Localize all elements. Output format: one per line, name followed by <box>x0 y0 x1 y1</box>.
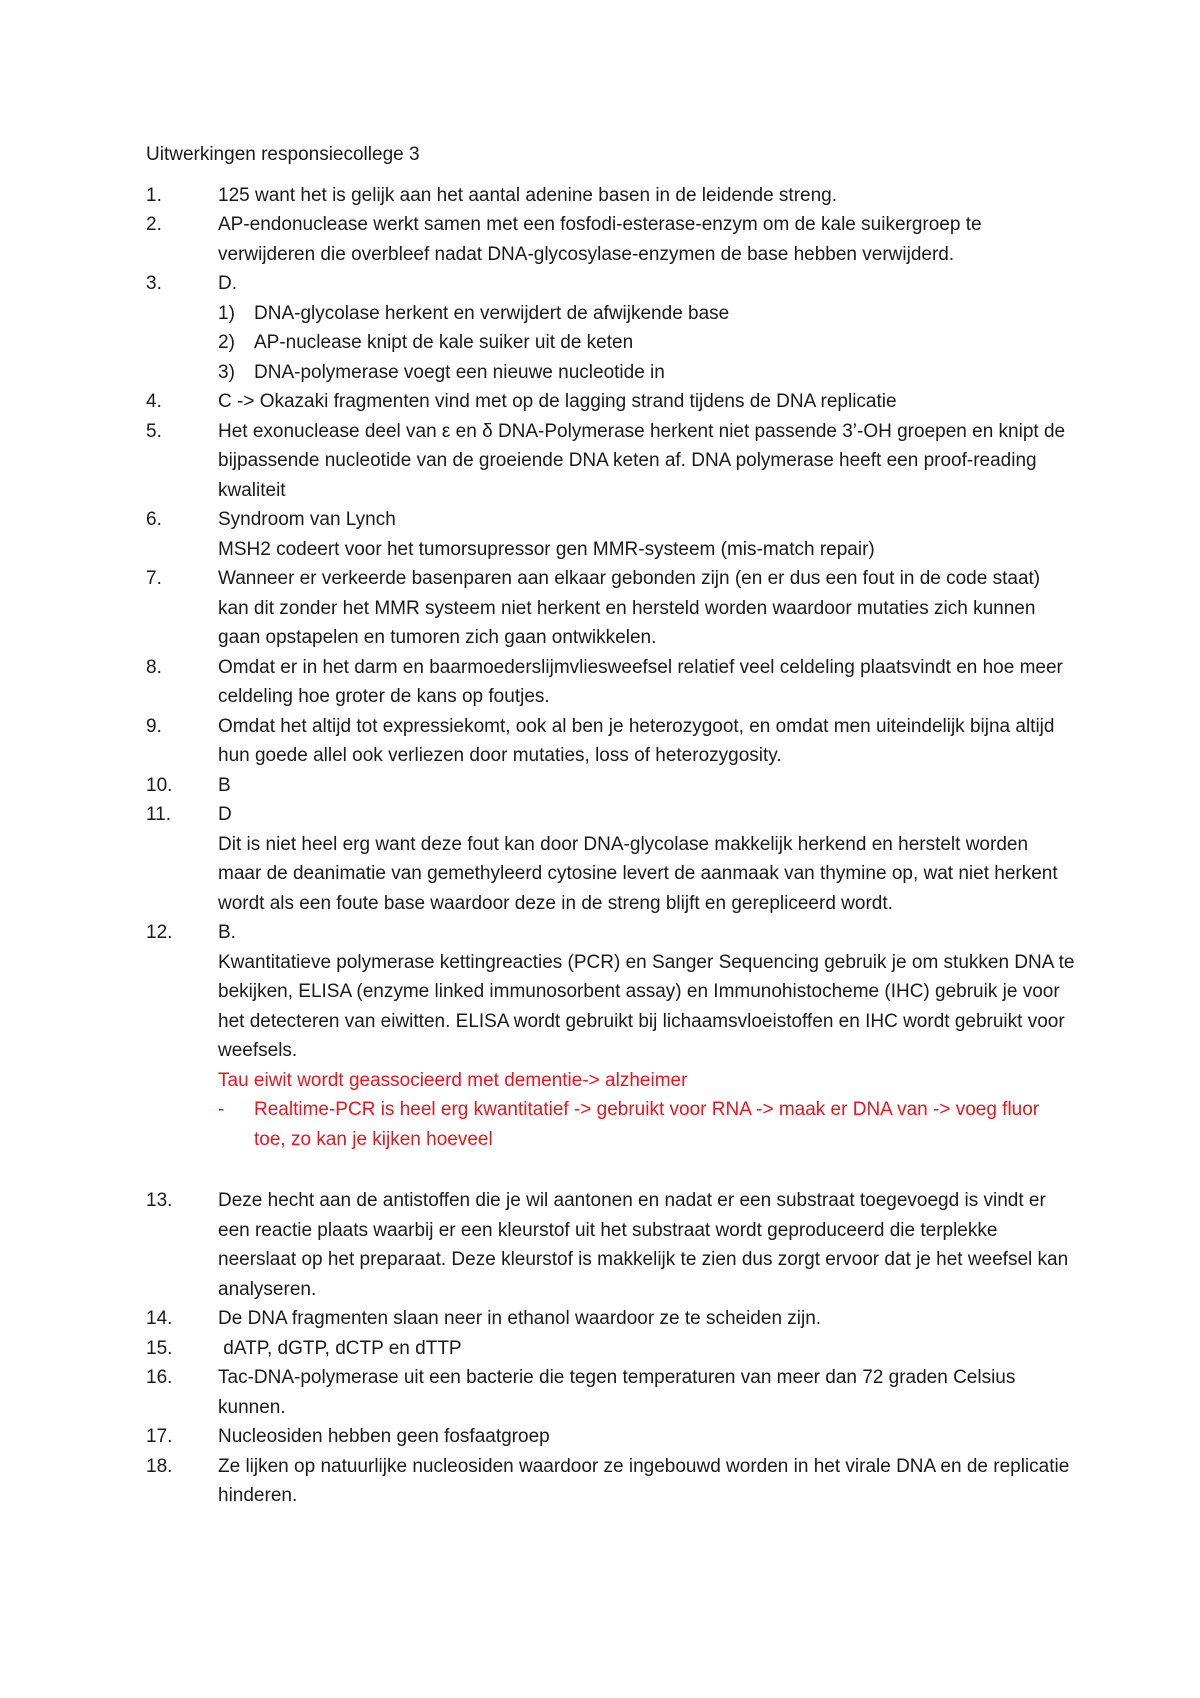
list-item <box>146 918 1076 1186</box>
item-number: 9. <box>146 715 162 737</box>
list-item <box>146 1334 1076 1364</box>
item-number: 2. <box>146 214 162 235</box>
item-number: 6. <box>146 509 162 530</box>
item-text: Ze lijken op natuurlijke nucleosiden waardoor ze ingebouwd worden in het virale DNA en de replicatie hinderen. <box>218 1455 1070 1506</box>
list-item <box>146 1452 1076 1511</box>
item-number: 12. <box>146 922 173 943</box>
item-text: Omdat het altijd tot expressiekomt, ook al ben je heterozygoot, en omdat men uiteindelijk bijna altijd hun goede allel ook verliezen door mutaties, loss of heterozygosity. <box>218 715 1055 766</box>
item-number: 5. <box>146 420 162 442</box>
item-number: 17. <box>146 1426 173 1447</box>
item-text-continuation: Kwantitatieve polymerase kettingreacties (PCR) en Sanger Sequencing gebruik je om stukken DNA te bekijken, ELISA (enzyme linked immunosorbent assay) en Immunohistocheme (IHC) gebruik je voor het detecteren van eiwitten. ELISA wordt gebruikt bij lichaamsvloeistoffen en IHC wordt gebruikt voor weefsels. <box>218 951 1075 1061</box>
list-item <box>146 653 1076 712</box>
list-item <box>146 210 1076 269</box>
item-number: 16. <box>146 1367 173 1388</box>
item-number: 14. <box>146 1308 173 1329</box>
list-item <box>146 1363 1076 1422</box>
item-text-continuation: MSH2 codeert voor het tumorsupressor gen MMR-systeem (mis-match repair) <box>218 538 875 560</box>
list-item <box>146 1422 1076 1452</box>
dash-bullet: - <box>218 1099 225 1120</box>
sub-item-number: 3) <box>218 361 235 383</box>
item-text: D. <box>218 273 237 294</box>
list-item <box>146 505 1076 564</box>
sub-list-item <box>218 299 1076 329</box>
list-item <box>146 771 1076 801</box>
item-text: De DNA fragmenten slaan neer in ethanol waardoor ze te scheiden zijn. <box>218 1308 822 1329</box>
red-note: Tau eiwit wordt geassocieerd met dementie-> alzheimer <box>218 1069 688 1091</box>
item-text: Syndroom van Lynch <box>218 509 396 530</box>
item-number: 15. <box>146 1337 173 1359</box>
list-item <box>146 564 1076 653</box>
list-item <box>146 269 1076 387</box>
item-text: B <box>218 774 231 796</box>
list-item <box>146 712 1076 771</box>
list-item <box>146 417 1076 506</box>
red-bullet-text: Realtime-PCR is heel erg kwantitatief -> gebruikt voor RNA -> maak er DNA van -> voeg fluor toe, zo kan je kijken hoeveel <box>254 1099 1040 1150</box>
item-number: 1. <box>146 184 162 206</box>
item-number: 3. <box>146 273 162 294</box>
list-item <box>146 1186 1076 1304</box>
item-number: 13. <box>146 1190 173 1211</box>
sub-list-item <box>218 358 1076 388</box>
item-text: Nucleosiden hebben geen fosfaatgroep <box>218 1426 550 1447</box>
item-text: D <box>218 804 232 825</box>
item-number: 7. <box>146 568 162 589</box>
item-text: Deze hecht aan de antistoffen die je wil aantonen en nadat er een substraat toegevoegd is vindt er een reactie plaats waarbij er een kleurstof uit het substraat wordt geproduceerd die terplekke neerslaat op het preparaat. Deze kleurstof is makkelijk te zien dus zorgt ervoor dat je het weefsel kan analyseren. <box>218 1190 1069 1300</box>
item-number: 10. <box>146 774 173 796</box>
sub-list-item <box>218 328 1076 358</box>
item-number: 18. <box>146 1455 173 1477</box>
sub-item-text: DNA-polymerase voegt een nieuwe nucleotide in <box>254 361 665 383</box>
list-item <box>146 1304 1076 1334</box>
sub-list <box>218 299 1076 388</box>
sub-item-number: 2) <box>218 332 235 353</box>
spacer <box>218 1154 1076 1186</box>
item-text-continuation: Dit is niet heel erg want deze fout kan door DNA-glycolase makkelijk herkend en herstelt worden maar de deanimatie van gemethyleerd cytosine levert de aanmaak van thymine op, wat niet herkent wordt als een foute base waardoor deze in de streng blijft en gerepliceerd wordt. <box>218 833 1058 914</box>
list-item <box>146 181 1076 211</box>
item-text: C -> Okazaki fragmenten vind met op de lagging strand tijdens de DNA replicatie <box>218 391 897 412</box>
item-number: 4. <box>146 391 162 412</box>
item-text: 125 want het is gelijk aan het aantal adenine basen in de leidende streng. <box>218 184 838 206</box>
item-number: 8. <box>146 656 162 678</box>
item-number: 11. <box>146 804 172 825</box>
item-text: dATP, dGTP, dCTP en dTTP <box>218 1337 462 1359</box>
item-text: Wanneer er verkeerde basenparen aan elkaar gebonden zijn (en er dus een fout in de code staat) kan dit zonder het MMR systeem niet herkent en hersteld worden waardoor mutaties zich kunnen gaan opstapelen en tumoren zich gaan ontwikkelen. <box>218 568 1041 648</box>
sub-item-text: DNA-glycolase herkent en verwijdert de afwijkende base <box>254 302 730 324</box>
answers-list <box>146 181 1076 1511</box>
item-text: Het exonuclease deel van ε en δ DNA-Polymerase herkent niet passende 3’-OH groepen en knipt de bijpassende nucleotide van de groeiende DNA keten af. DNA polymerase heeft een proof-reading kwaliteit <box>218 420 1066 501</box>
item-text: B. <box>218 922 236 943</box>
red-bullet-note <box>218 1095 1076 1154</box>
list-item <box>146 800 1076 918</box>
list-item <box>146 387 1076 417</box>
item-text: Tac-DNA-polymerase uit een bacterie die tegen temperaturen van meer dan 72 graden Celsius kunnen. <box>218 1367 1016 1418</box>
document-page <box>146 140 1076 1511</box>
sub-item-text: AP-nuclease knipt de kale suiker uit de keten <box>254 332 634 353</box>
item-text: AP-endonuclease werkt samen met een fosfodi-esterase-enzym om de kale suikergroep te verwijderen die overbleef nadat DNA-glycosylase-enzymen de base hebben verwijderd. <box>218 214 982 265</box>
sub-item-number: 1) <box>218 302 235 324</box>
item-text: Omdat er in het darm en baarmoederslijmvliesweefsel relatief veel celdeling plaatsvindt en hoe meer celdeling hoe groter de kans op foutjes. <box>218 656 1063 707</box>
document-title: Uitwerkingen responsiecollege 3 <box>146 144 420 165</box>
